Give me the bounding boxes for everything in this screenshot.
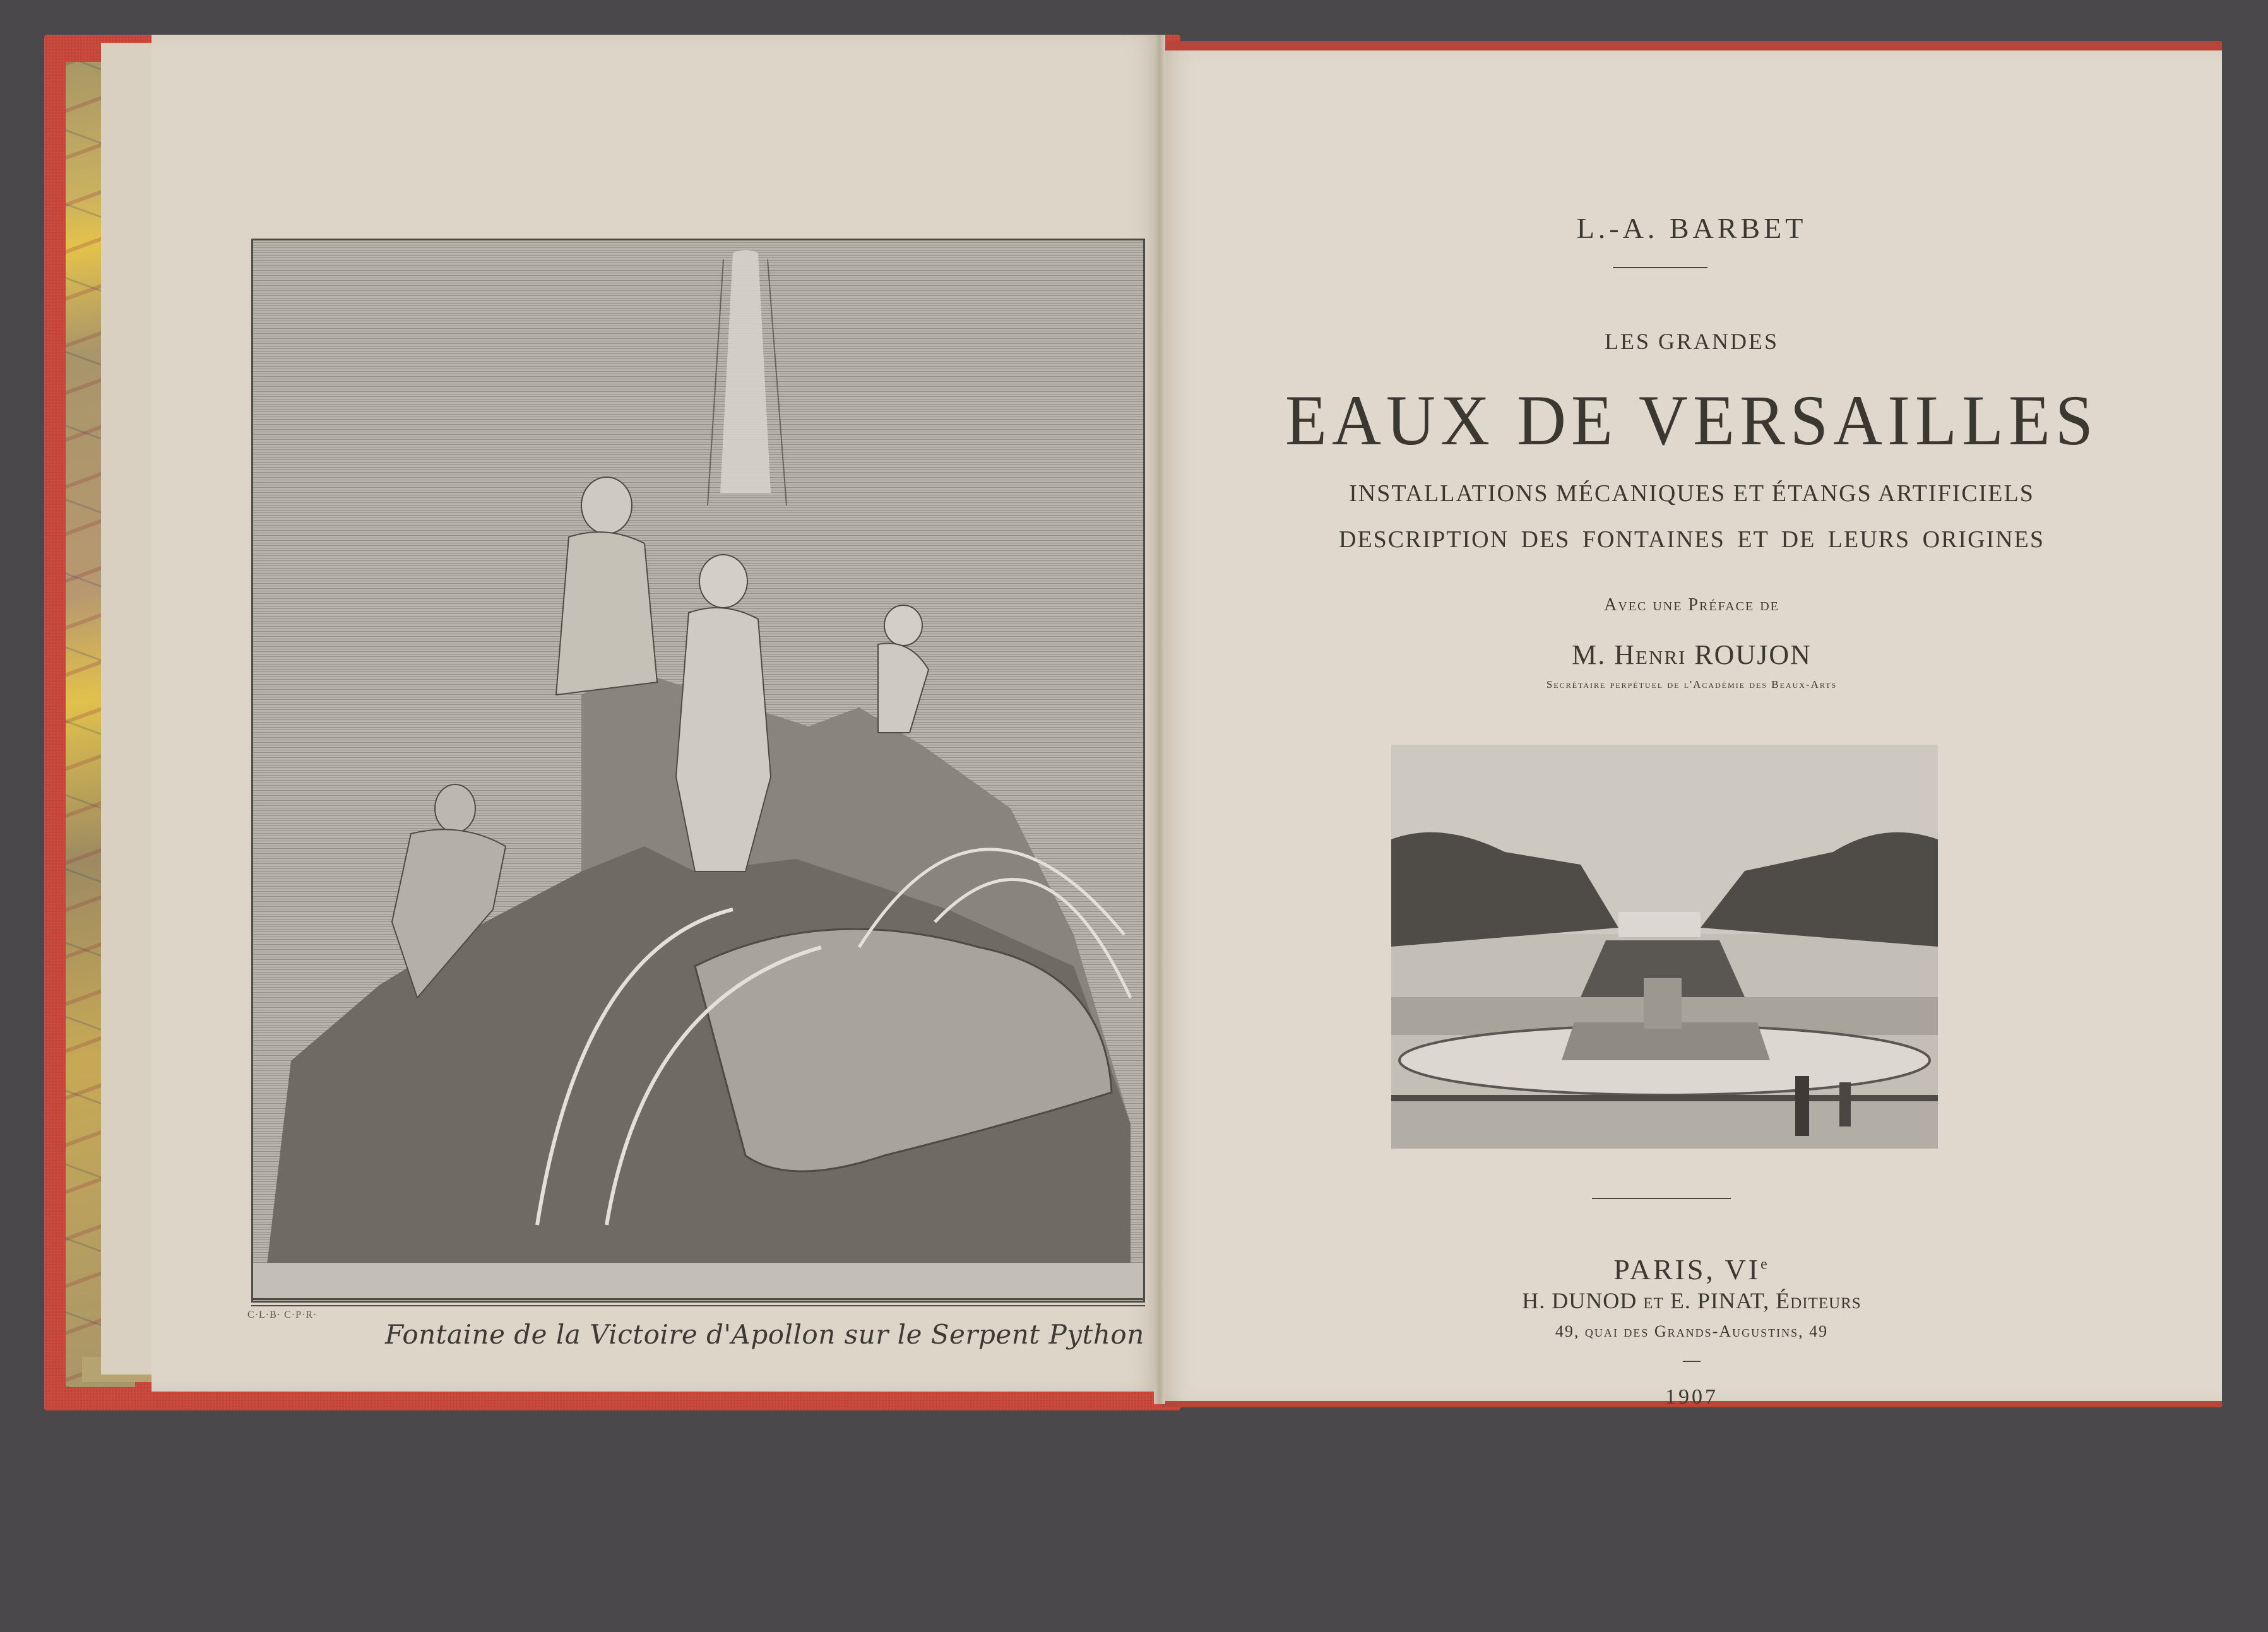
imprint-dash: — (1683, 1351, 1701, 1370)
preface-intro: Avec une Préface de (1604, 595, 1779, 615)
fountain-illustration (253, 240, 1143, 1301)
divider-rule (1613, 267, 1707, 268)
versailles-garden-photo (1391, 745, 1938, 1149)
engraving-frame-base (251, 1298, 1145, 1306)
book-title: EAUX DE VERSAILLES (1285, 381, 2098, 460)
imprint-city-sup: e (1760, 1256, 1770, 1273)
imprint-city-text: PARIS, VI (1613, 1253, 1761, 1286)
subtitle-line-1: INSTALLATIONS MÉCANIQUES ET ÉTANGS ARTIFICIELS (1349, 480, 2034, 507)
garden-vista-image (1391, 745, 1938, 1149)
imprint-address: 49, quai des Grands-Augustins, 49 (1555, 1322, 1829, 1340)
publisher-et: et (1643, 1288, 1664, 1313)
imprint-city (1161, 1253, 2222, 1286)
publisher-role: Éditeurs (1776, 1288, 1861, 1313)
subtitle-line-2: DESCRIPTION DES FONTAINES ET DE LEURS ORIGINES (1339, 526, 2045, 553)
preface-author-title: Secrétaire perpétuel de l'Académie des Beaux-Arts (1546, 678, 1838, 690)
imprint-year: 1907 (1665, 1385, 1718, 1409)
preface-author: M. Henri ROUJON (1572, 639, 1812, 670)
frontispiece-engraving (251, 239, 1145, 1303)
divider-rule-lower (1592, 1198, 1731, 1199)
title-prefix: LES GRANDES (1604, 329, 1779, 354)
publisher-b: E. PINAT, (1670, 1288, 1770, 1313)
author-name: L.-A. BARBET (1576, 212, 1807, 244)
plate-signatures: C·L·B· C·P·R· (247, 1310, 318, 1320)
publisher-a: H. DUNOD (1522, 1288, 1637, 1313)
imprint-publishers (1161, 1287, 2222, 1314)
plate-caption: Fontaine de la Victoire d'Apollon sur le Serpent Python (385, 1319, 1144, 1350)
